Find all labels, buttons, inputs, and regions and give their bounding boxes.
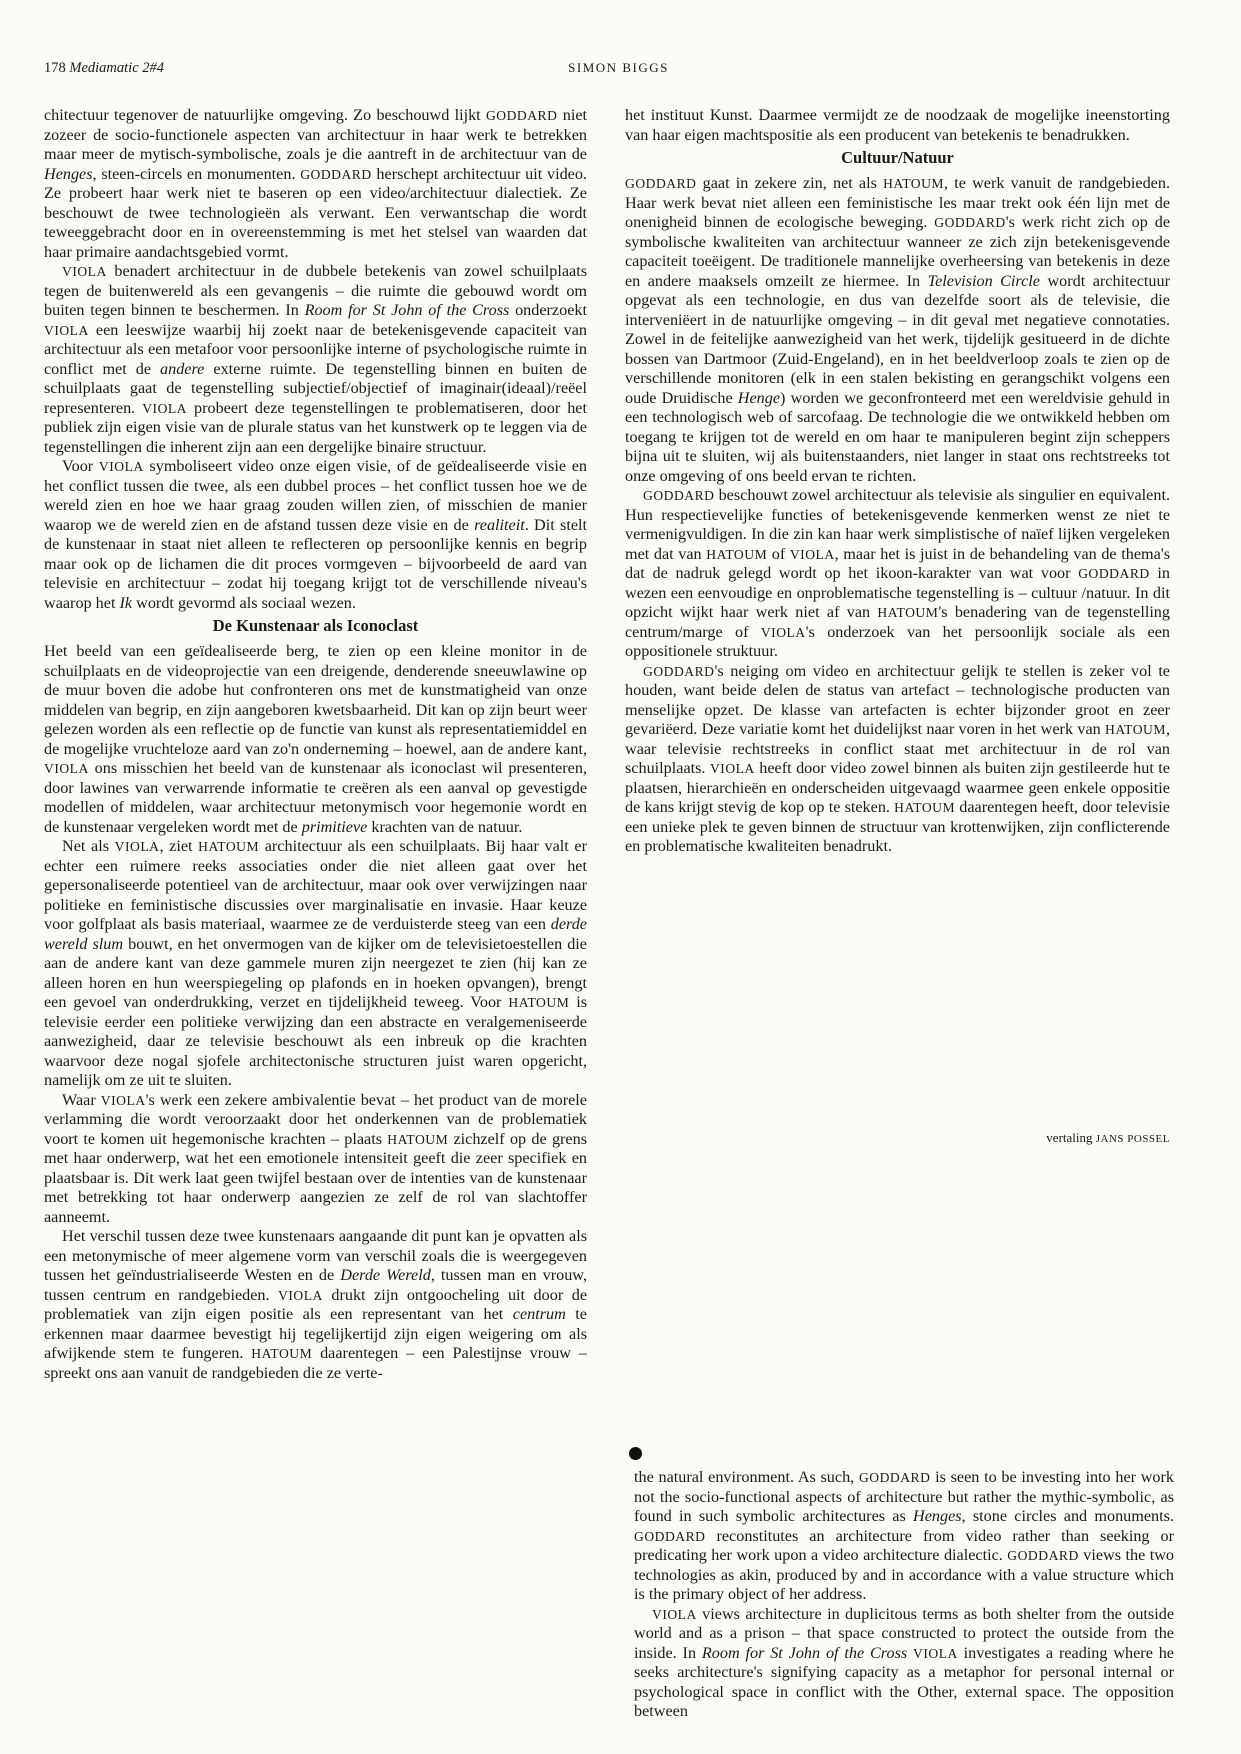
text-run: is seen to be investing into her work not the socio-functional aspects of architecture but rather the mythic-symbolic, as found in such symbolic architectures as bbox=[634, 1468, 1174, 1525]
text-run: views the two technologies as akin, produced by and in accordance with a value structure which is the primary object of her address. bbox=[634, 1546, 1174, 1603]
body-paragraph bbox=[44, 1227, 587, 1383]
artist-name: GODDARD bbox=[485, 108, 558, 123]
body-paragraph bbox=[625, 174, 1170, 486]
text-run: , te werk vanuit de randgebieden. Haar werk bevat niet alleen een feministische les maar trekt ook één lijn met de onenigheid binnen de ecologische beweging. bbox=[625, 174, 1170, 231]
text-run: , stone circles and monuments. bbox=[961, 1507, 1174, 1525]
text-run: . Dit stelt de kunstenaar in staat niet alleen te reflecteren op persoonlijke kennis en begrip maar ook op de lichamen die dit proces vormgeven – bijvoorbeeld de aard van televisie en architectuur – zodat hij toegang krijgt tot de verschillende niveau's waarop het bbox=[44, 515, 587, 612]
text-run: te erkennen maar daarmee bevestigt hij tegelijkertijd zijn eigen weigering om als afwijkende stem te fungeren. bbox=[44, 1305, 587, 1362]
artist-name: HATOUM bbox=[877, 605, 939, 620]
text-run: drukt zijn ontgoocheling uit door de problematiek van zijn eigen positie als een representant van het bbox=[44, 1285, 587, 1323]
body-paragraph bbox=[625, 486, 1170, 662]
text-run: wordt architectuur opgevat als een technologie, en dus van dezelfde soort als de televisie, die interveniëert in de natuurlijke omgeving – in dit geval met negatieve connotaties. Zowel in de feitelijke aanwezigheid van het werk, tijdelijk gesitueerd in de dichte bossen van Dartmoor (Zuid-Engeland), en in het beeldverloop zoals te zien op de verschillende monitoren (elk in een stalen bekisting en gerangschikt volgens een oude Druidische bbox=[625, 271, 1170, 407]
artist-name: VIOLA bbox=[278, 1287, 323, 1303]
text-run: in wezen een eenvoudige en onproblematische tegenstelling is – cultuur /natuur. In dit opzicht wijkt haar werk niet af van bbox=[625, 564, 1170, 621]
section-bullet bbox=[629, 1447, 642, 1460]
text-run: een leeswijze waarbij hij zoekt naar de betekenisgevende capaciteit van architectuur als een metafoor voor persoonlijke interne of psychologische ruimte in conflict met de bbox=[44, 320, 587, 378]
page-number: 178 bbox=[44, 60, 66, 76]
body-paragraph bbox=[44, 837, 587, 1091]
artist-name: HATOUM bbox=[508, 995, 570, 1010]
artist-name: GODDARD bbox=[934, 215, 1006, 230]
artist-name: VIOLA bbox=[100, 1092, 146, 1108]
italic-title: Room for St John of the Cross bbox=[701, 1643, 908, 1662]
italic-title: realiteit bbox=[474, 515, 525, 534]
text-run: chitectuur tegenover de natuurlijke omgeving. Zo beschouwd lijkt bbox=[44, 106, 486, 124]
artist-name: GODDARD bbox=[858, 1470, 931, 1485]
text-run: zichzelf op de grens met haar onderwerp, wat het een emotionele intensiteit geeft die zeer specifiek en plaatsbaar is. Dit werk laat geen twijfel bestaan over de intenties van de kunstenaar met betrekking tot haar onderwerp aangezien ze zelf de rol van slachtoffer aanneemt. bbox=[44, 1129, 587, 1226]
text-run: , ziet bbox=[159, 837, 199, 855]
section-heading: Cultuur/Natuur bbox=[841, 148, 954, 167]
artist-name: HATOUM bbox=[883, 176, 945, 191]
artist-name: VIOLA bbox=[44, 761, 89, 776]
body-paragraph bbox=[44, 642, 587, 837]
text-run: of bbox=[767, 544, 790, 563]
text-run: reconstitutes an architecture from video rather than seeking or predicating her work upon a video architecture dialectic. bbox=[634, 1526, 1174, 1564]
text-run: Het verschil tussen deze twee kunstenaars aangaande dit punt kan je opvatten als een metonymische of meer algemene vorm van verschil zoals die is weergegeven tussen het geïndustrialiseerde Westen en de bbox=[44, 1227, 587, 1284]
artist-name: HATOUM bbox=[198, 839, 260, 854]
text-run: Het beeld van een geïdealiseerde berg, te zien op een kleine monitor in de schuilplaats en de videoprojectie van een dreigende, denderende sneeuwlawine op de muur boven die adobe hut confronteren ons met de kunstmatigheid van onze middelen van begrip, en zijn aangeboren kwetsbaarheid. Dit kan op zijn beurt weer gelezen worden als een reflectie op de functie van kunst als representatiemiddel en de mogelijke vruchteloze aard van zo'n onderneming – hoewel, aan de andere kant, bbox=[44, 642, 587, 758]
artist-name: HATOUM bbox=[706, 546, 768, 562]
journal-title: Mediamatic 2#4 bbox=[69, 60, 165, 76]
italic-title: Television Circle bbox=[927, 271, 1040, 290]
text-run: heeft door video zowel binnen als buiten zijn gestileerde hut te plaatsen, hierarchieën en onderscheiden uitgevaagd waarmee geen enkele oppositie de kans krijgt stevig de kop op te steken. bbox=[625, 759, 1170, 816]
artist-name: VIOLA bbox=[114, 839, 160, 854]
text-run: symboliseert video onze eigen visie, of de geïdealiseerde visie en het conflict tussen die twee, als een dubbel proces – het conflict tussen hoe we de wereld zien en hoe we haar graag zouden willen zien, of misschien de manier waarop we de wereld zien en de afstand tussen deze visie en de bbox=[44, 457, 587, 534]
text-run: probeert deze tegenstellingen te problematiseren, door het publiek zijn eigen visie van de plurale status van het kunstwerk op te leggen via de tegenstellingen die inherent zijn aan een dergelijke binaire structuur. bbox=[44, 398, 587, 456]
running-header bbox=[44, 60, 1193, 82]
italic-title: Ik bbox=[119, 593, 133, 612]
text-run: krachten van de natuur. bbox=[367, 817, 523, 836]
artist-name: HATOUM bbox=[387, 1131, 449, 1147]
text-run: bouwt, en het onvermogen van de kijker om de televisietoestellen die aan de andere kant van deze gammele muren zijn neergezet te zien (hij kan ze alleen horen en hun weerspiegeling op plafonds en in hoeken opvangen), brengt een gevoel van onderdrukking, verzet en tijdelijkheid teweeg. Voor bbox=[44, 934, 587, 1011]
italic-title: derde wereld slum bbox=[44, 915, 587, 953]
artist-name: GODDARD bbox=[634, 1528, 706, 1544]
text-run: ) worden we geconfronteerd met een wereldvisie gehuld in een technologisch web of sarcofaag. De technologie die we ontwikkeld hebben om toegang te krijgen tot de wereld en om haar te manipuleren begint zijn scheppers bijna uit te sluiten, wij als buitenstaanders, niet langer in staat ons rechtstreeks tot onze omgeving of ons beeld ervan te richten. bbox=[625, 388, 1170, 485]
artist-name: VIOLA bbox=[44, 322, 89, 338]
text-run: the natural environment. As such, bbox=[634, 1468, 859, 1486]
text-run: investigates a reading where he seeks architecture's signifying capacity as a metaphor for personal internal or psychological space in conflict with the Other, external space. The opposition between bbox=[634, 1643, 1174, 1720]
text-run: 's neiging om video en architectuur gelijk te stellen is zeker vol te houden, want beide delen de status van artefact – technologische producten van menselijke opzet. De klasse van artefacten is echter bijzonder groot en zeer gevariëerd. Deze variatie komt het duidelijkst naar voren in het werk van bbox=[625, 661, 1170, 738]
artist-name: VIOLA bbox=[142, 400, 188, 416]
text-run: 's werk richt zich op de symbolische kwaliteiten van architectuur wanneer ze zich zijn betekenisgevende capaciteit toeëigent. De traditionele mannelijke overheersing van betekenis in deze en andere maaksels omzeilt ze hiermee. In bbox=[625, 213, 1171, 290]
italic-title: andere bbox=[160, 359, 205, 378]
text-run: ons misschien het beeld van de kunstenaar als iconoclast wil presenteren, door lawines van verwarrende informatie te creëren als een aanval op gevestigde modellen of middelen, waar architectuur metonymisch voor hegemonie wordt en de kunstenaar vergeleken wordt met de bbox=[44, 759, 587, 836]
text-run: , maar het is juist in de behandeling van de thema's dat de nadruk gelegd wordt op het ikoon-karakter van wat voor bbox=[625, 544, 1170, 582]
section-heading: De Kunstenaar als Iconoclast bbox=[212, 616, 419, 635]
italic-title: Henges bbox=[913, 1507, 962, 1525]
artist-name: VIOLA bbox=[760, 624, 806, 640]
text-run: views architecture in duplicitous terms as both shelter from the outside world and as a prison – that space constructed to protect the outside from the inside. In bbox=[634, 1604, 1174, 1662]
italic-title: Derde Wereld bbox=[340, 1266, 431, 1284]
text-run: het instituut Kunst. Daarmee vermijdt ze de noodzaak de mogelijke ineenstorting van haar eigen machtspositie als een producent van betekenis te benadrukken. bbox=[625, 106, 1170, 144]
text-run: onderzoekt bbox=[509, 301, 587, 319]
right-column-english bbox=[634, 1468, 1174, 1748]
text-run: 's benadering van de tegenstelling centrum/marge of bbox=[625, 603, 1170, 641]
text-run: niet zozeer de socio-functionele aspecten van architectuur in haar werk te betrekken maar meer de mytisch-symbolische, zoals je die aantreft in de architectuur van de bbox=[44, 106, 587, 163]
body-paragraph bbox=[625, 662, 1170, 857]
artist-name: GODDARD bbox=[625, 176, 697, 191]
artist-name: VIOLA bbox=[709, 761, 755, 776]
artist-name: GODDARD bbox=[643, 663, 715, 679]
artist-name: GODDARD bbox=[1007, 1548, 1079, 1563]
text-run: , tussen man en vrouw, tussen centrum en randgebieden. bbox=[44, 1266, 587, 1304]
body-paragraph bbox=[44, 106, 587, 262]
body-paragraph bbox=[634, 1468, 1174, 1605]
text-run: , waar televisie rechtstreeks in conflict staat met architectuur in de rol van schuilplaats. bbox=[625, 720, 1170, 777]
body-paragraph bbox=[44, 262, 587, 457]
text-run: beschouwt zowel architectuur als televisie als singulier en equivalent. Hun respectievelijke functies of betekenisgevende kenmerken wenst ze niet te vermenigvuldigen. In die zin kan haar werk simplistische of naïef lijken vergeleken met dat van bbox=[625, 486, 1170, 563]
artist-name: VIOLA bbox=[98, 459, 144, 474]
text-run: wordt gevormd als sociaal wezen. bbox=[132, 593, 356, 612]
running-author: SIMON BIGGS bbox=[568, 60, 669, 75]
text-run: , steen-circels en monumenten. bbox=[92, 164, 301, 183]
right-column-dutch bbox=[625, 106, 1170, 857]
artist-name: GODDARD bbox=[643, 488, 715, 503]
text-run: daarentegen heeft, door televisie een unieke plek te geven binnen de structuur van krottenwijken, zijn conflicterende en problematische kwaliteiten benadrukt. bbox=[625, 798, 1170, 855]
artist-name: GODDARD bbox=[1078, 566, 1150, 581]
text-run: Net als bbox=[62, 837, 115, 855]
text-run: daarentegen – een Palestijnse vrouw – spreekt ons aan vanuit de randgebieden die ze verte- bbox=[44, 1344, 587, 1382]
text-run: Waar bbox=[62, 1090, 101, 1109]
artist-name: GODDARD bbox=[300, 166, 372, 182]
artist-name: VIOLA bbox=[62, 264, 107, 279]
body-paragraph bbox=[625, 106, 1170, 145]
artist-name: HATOUM bbox=[894, 800, 956, 815]
text-run: herschept architectuur uit video. Ze probeert haar werk niet te baseren op een video/architectuur dialectiek. Ze beschouwt de twee technologieën als verwant. Een verwantschap die wordt teweeggebracht door en in overeenstemming is met het stelsel van waarden dat haar primaire aandachtsgebied vormt. bbox=[44, 164, 587, 261]
text-run: architectuur als een schuilplaats. Bij haar valt er echter een ruimere reeks associaties onder die niet alleen gaat over het gepersonaliseerde potentieel van de architectuur, maar ook over verwijzingen naar politieke en feministische discussies over marginalisatie en invasie. Haar keuze voor golfplaat als basis materiaal, waarmee ze de verduisterde steeg van een bbox=[44, 837, 587, 933]
body-paragraph bbox=[634, 1605, 1174, 1722]
left-column-dutch bbox=[44, 106, 587, 1746]
text-run: Voor bbox=[62, 457, 99, 475]
italic-title: Room for St John of the Cross bbox=[304, 301, 510, 319]
italic-title: Henges bbox=[44, 164, 93, 183]
credit-prefix: vertaling bbox=[1046, 1130, 1093, 1145]
italic-title: centrum bbox=[512, 1305, 566, 1323]
artist-name: VIOLA bbox=[652, 1606, 697, 1622]
artist-name: HATOUM bbox=[251, 1346, 313, 1361]
artist-name: VIOLA bbox=[913, 1645, 958, 1661]
text-run: 's onderzoek van het persoonlijk sociale als een oppositionele struktuur. bbox=[625, 622, 1170, 660]
text-run: gaat in zekere zin, net als bbox=[696, 174, 884, 192]
text-run: 's werk een zekere ambivalentie bevat – het product van de morele verlamming die wordt veroorzaakt door het onderkennen van de problematiek voort te komen uit hegemonische krachten – plaats bbox=[44, 1090, 587, 1148]
translator-name: JANS POSSEL bbox=[1095, 1133, 1170, 1145]
artist-name: HATOUM bbox=[1105, 722, 1166, 737]
body-paragraph bbox=[44, 457, 587, 613]
text-run: is televisie eerder een politieke verwijzing dan een abstracte en veralgemeniseerde aanwezigheid, daar ze televisie beschouwt als een inbreuk op die krachten waarvoor deze nogal sjofele architectonische structuren juist waren opgericht, namelijk om ze uit te sluiten. bbox=[44, 993, 587, 1089]
translation-credit bbox=[625, 1130, 1170, 1146]
artist-name: VIOLA bbox=[789, 546, 835, 562]
text-run: externe ruimte. De tegenstelling binnen en buiten de schuilplaats gaat de tegenstelling subjectief/objectief of imaginair(ideaal)/reëel representeren. bbox=[44, 359, 587, 417]
body-paragraph bbox=[44, 1091, 587, 1228]
italic-title: Henge bbox=[737, 388, 781, 407]
text-run: benadert architectuur in de dubbele betekenis van zowel schuilplaats tegen de buitenwereld als een gevangenis – die ruimte die gebouwd wordt om buiten tegen binnen te beschermen. In bbox=[44, 262, 587, 319]
italic-title: primitieve bbox=[301, 817, 368, 836]
